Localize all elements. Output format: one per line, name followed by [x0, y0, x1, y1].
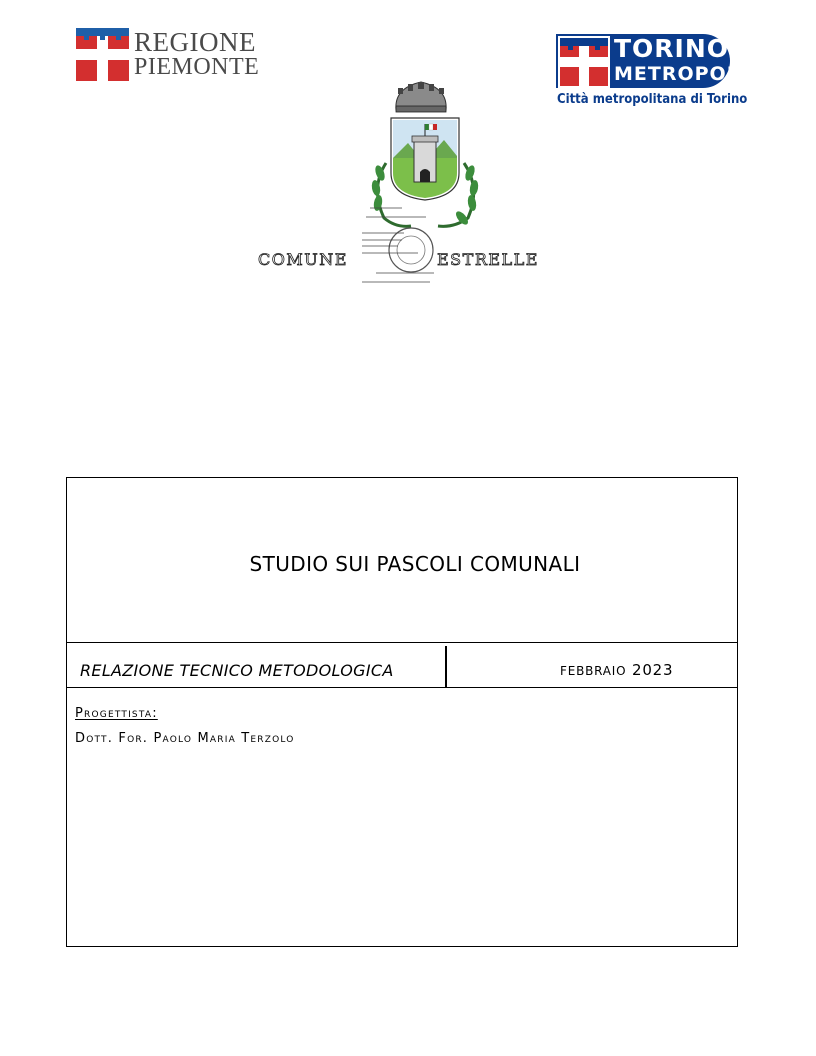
title-block-divider: [66, 687, 738, 688]
regione-logo-line2: PIEMONTE: [134, 54, 260, 80]
document-date-year: 2023: [631, 661, 674, 679]
author-label: Progettista:: [75, 706, 158, 721]
title-block-divider: [66, 642, 738, 643]
title-block-frame: [66, 477, 738, 947]
regione-logo-line1: REGIONE: [134, 27, 256, 57]
regione-piemonte-logo: [76, 27, 260, 83]
author-name: Dott. For. Paolo Maria Terzolo: [75, 731, 295, 746]
document-date-month: FEBBRAIO: [560, 664, 627, 678]
document-subtitle: RELAZIONE TECNICO METODOLOGICA: [80, 661, 394, 680]
comune-name-left: COMUNE: [258, 250, 348, 269]
comune-name-right: ESTRELLE: [437, 250, 539, 269]
torino-metropoli-logo: [556, 34, 748, 112]
piemonte-flag-icon: [76, 28, 129, 81]
document-title: STUDIO SUI PASCOLI COMUNALI: [249, 552, 581, 576]
torino-shield-icon: [558, 36, 610, 88]
document-date: [560, 661, 673, 679]
torino-logo-word2: METROPOLI: [614, 63, 748, 85]
torino-logo-tagline: Città metropolitana di Torino: [557, 92, 748, 107]
title-block-vertical-divider: [445, 646, 447, 688]
torino-logo-word1: TORINO: [614, 34, 730, 63]
